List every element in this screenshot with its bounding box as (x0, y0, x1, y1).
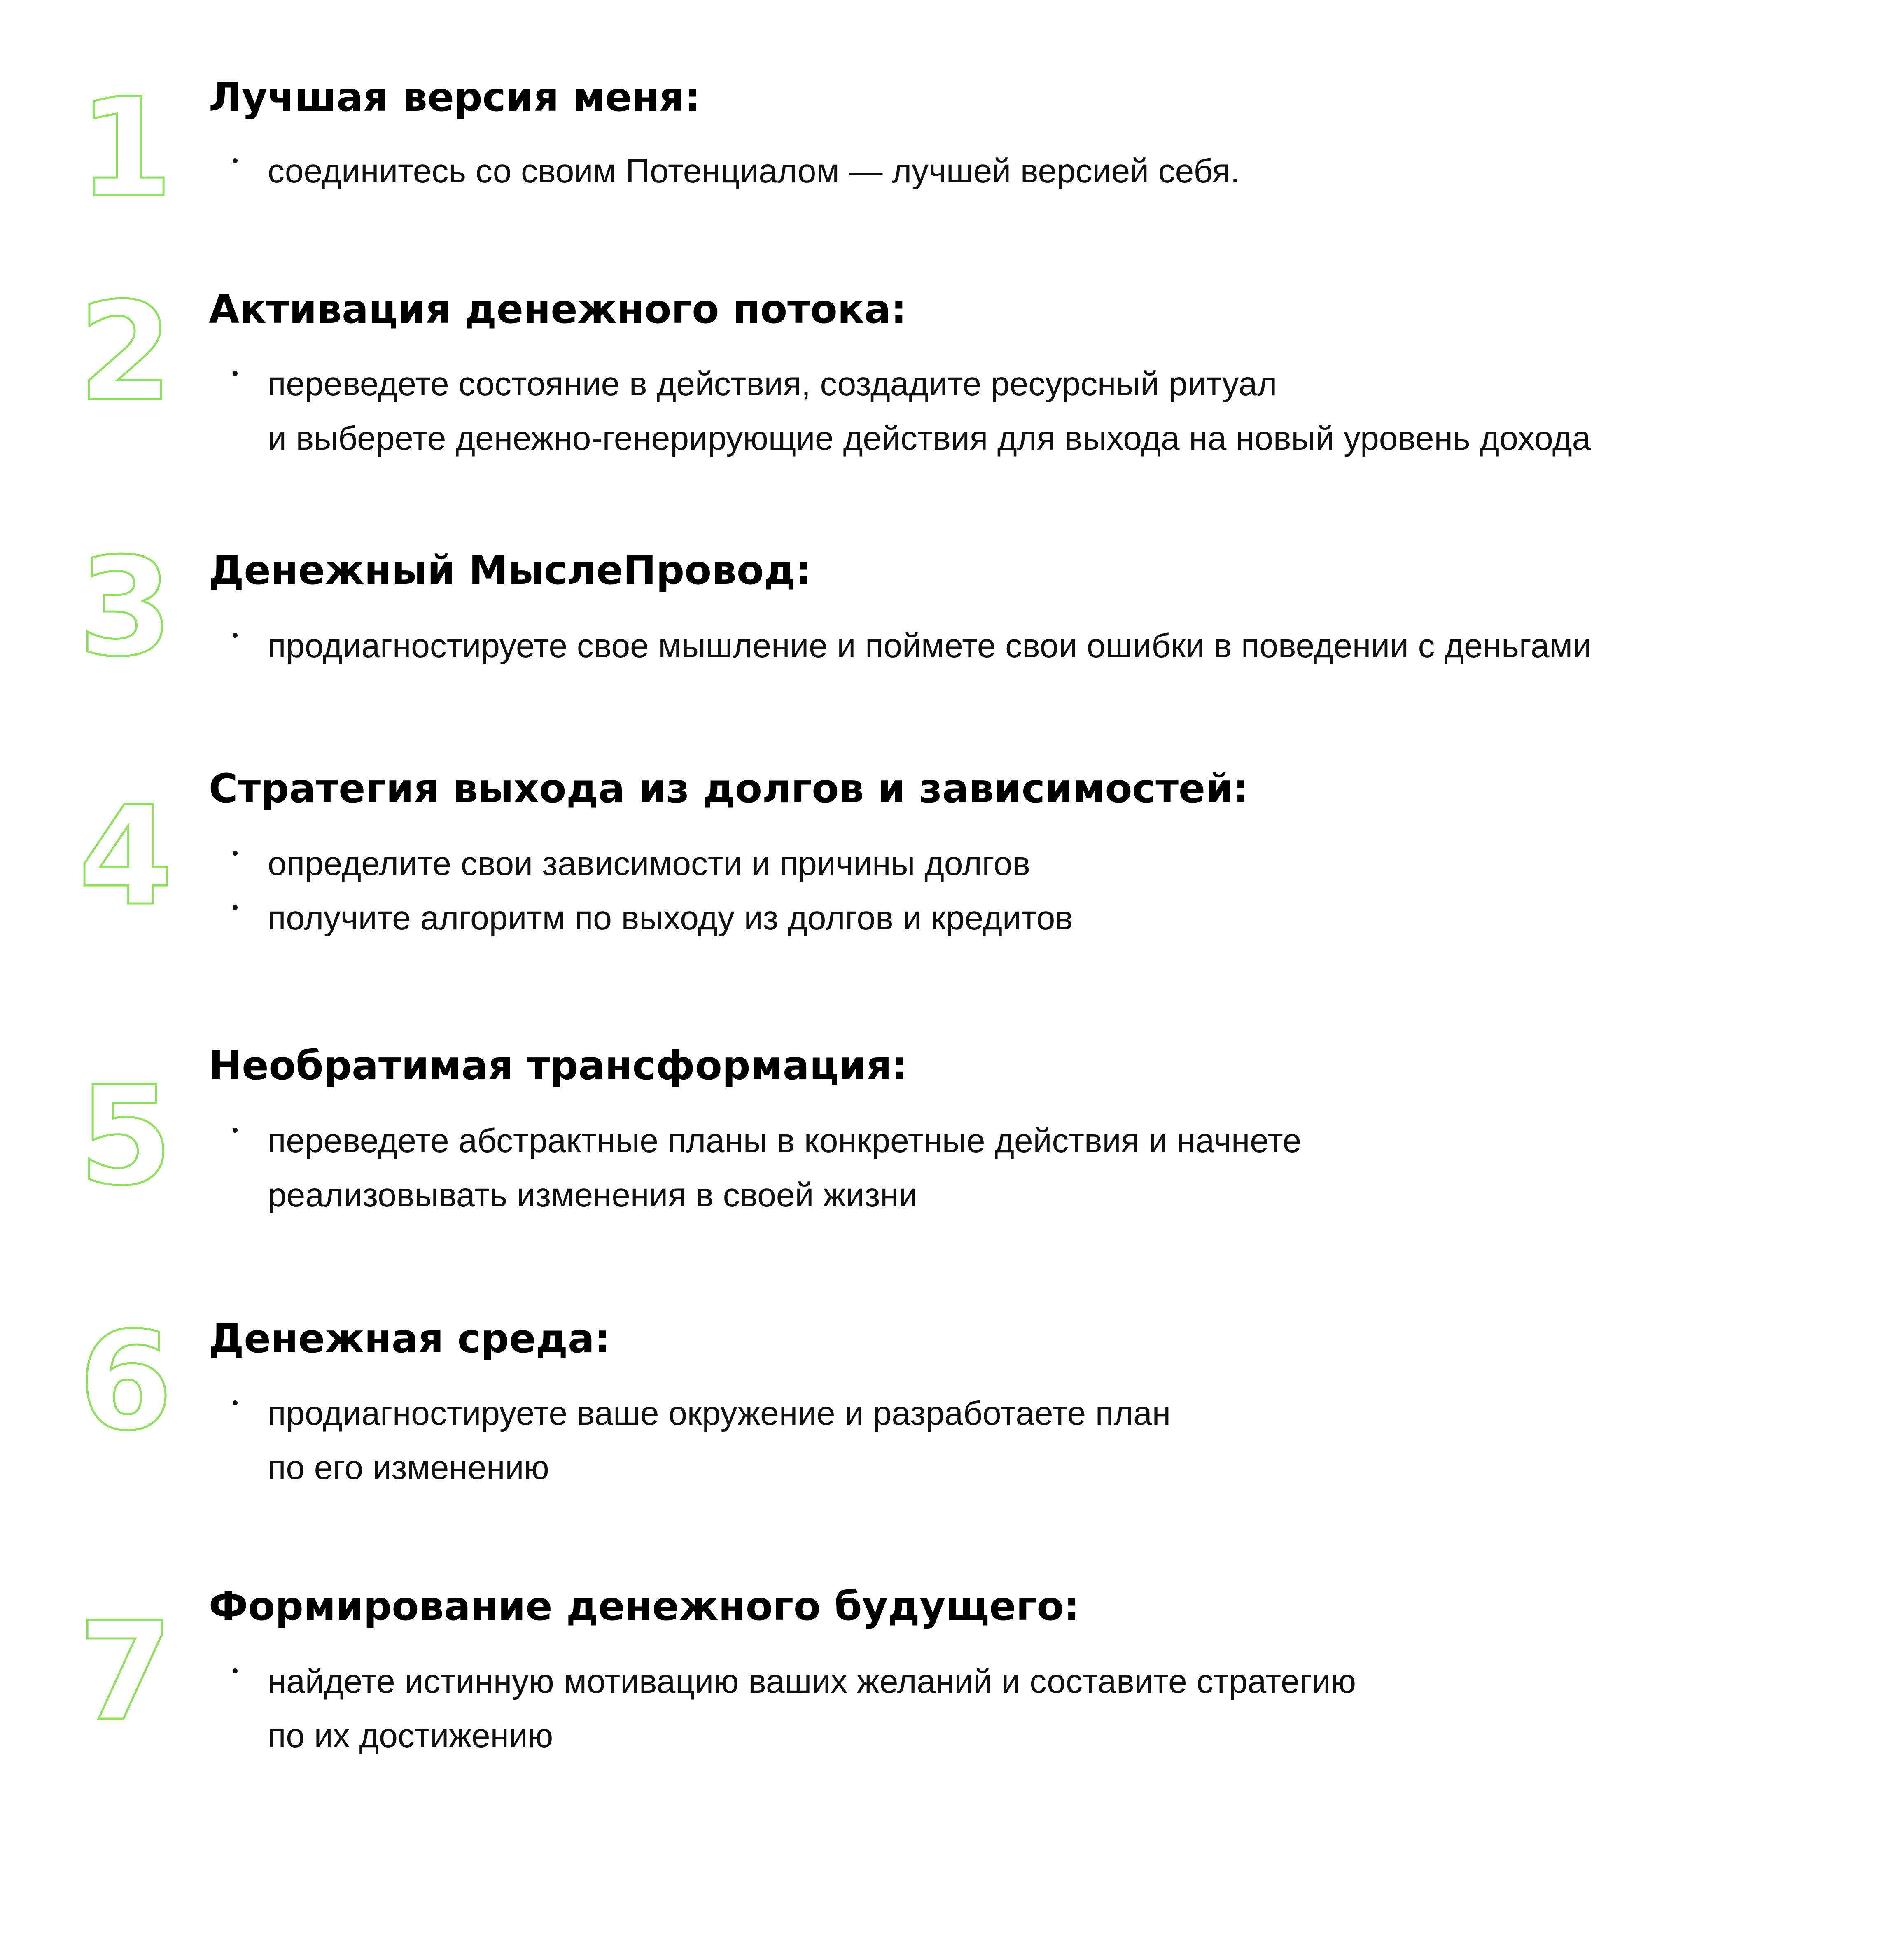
list-item (231, 1654, 1356, 1763)
bullet-dot-icon (233, 1668, 238, 1673)
list-item (231, 619, 1592, 673)
section-number: 6 (78, 1302, 173, 1461)
list-item (231, 357, 1591, 466)
bullet-dot-icon (233, 1400, 238, 1405)
list-item (231, 891, 1073, 945)
bullet-text-line-2: и выберете денежно-генерирующие действия для выхода на новый уровень дохода (268, 420, 1591, 457)
bullet-dot-icon (233, 1128, 238, 1133)
bullet-dot-icon (233, 851, 238, 856)
section-title: Денежная среда: (209, 1316, 611, 1362)
section-number: 5 (78, 1057, 173, 1216)
bullet-text-line-2: реализовывать изменения в своей жизни (268, 1176, 918, 1214)
bullet-dot-icon (233, 633, 238, 638)
section-number: 4 (78, 777, 173, 936)
bullet-text-line-1: переведете состояние в действия, создадите ресурсный ритуал (268, 365, 1277, 403)
bullet-text: получите алгоритм по выходу из долгов и кредитов (268, 899, 1073, 937)
bullet-text: определите свои зависимости и причины долгов (268, 845, 1030, 882)
bullet-list (231, 1654, 1356, 1763)
section-number: 1 (78, 69, 173, 227)
bullet-dot-icon (233, 905, 238, 910)
section-title: Формирование денежного будущего: (209, 1583, 1080, 1629)
bullet-text-line-2: по их достижению (268, 1717, 553, 1755)
section-number: 2 (78, 273, 173, 431)
section-title: Лучшая версия меня: (209, 74, 700, 120)
bullet-dot-icon (233, 158, 238, 163)
section-title: Необратимая трансформация: (209, 1043, 908, 1089)
bullet-list (231, 357, 1591, 466)
section-title: Денежный МыслеПровод: (209, 547, 812, 593)
bullet-text: продиагностируете свое мышление и поймете свои ошибки в поведении с деньгами (268, 627, 1592, 665)
bullet-list (231, 1386, 1171, 1495)
bullet-text-line-1: найдете истинную мотивацию ваших желаний и составите стратегию (268, 1663, 1356, 1700)
list-item (231, 1386, 1171, 1495)
bullet-text: соединитесь со своим Потенциалом — лучшей версией себя. (268, 152, 1240, 190)
bullet-text-line-1: переведете абстрактные планы в конкретные действия и начнете (268, 1122, 1302, 1160)
list-item (231, 837, 1073, 891)
bullet-list (231, 1114, 1301, 1223)
list-item (231, 144, 1240, 198)
bullet-list (231, 619, 1592, 673)
section-title: Стратегия выхода из долгов и зависимостей: (209, 765, 1249, 812)
bullet-text-line-1: продиагностируете ваше окружение и разработаете план (268, 1395, 1171, 1432)
list-item (231, 1114, 1301, 1223)
bullet-list (231, 837, 1073, 945)
section-title: Активация денежного потока: (209, 286, 907, 332)
bullet-dot-icon (233, 371, 238, 376)
bullet-list (231, 144, 1240, 198)
section-number: 7 (78, 1593, 173, 1751)
bullet-text-line-2: по его изменению (268, 1449, 549, 1486)
section-number: 3 (78, 528, 173, 686)
